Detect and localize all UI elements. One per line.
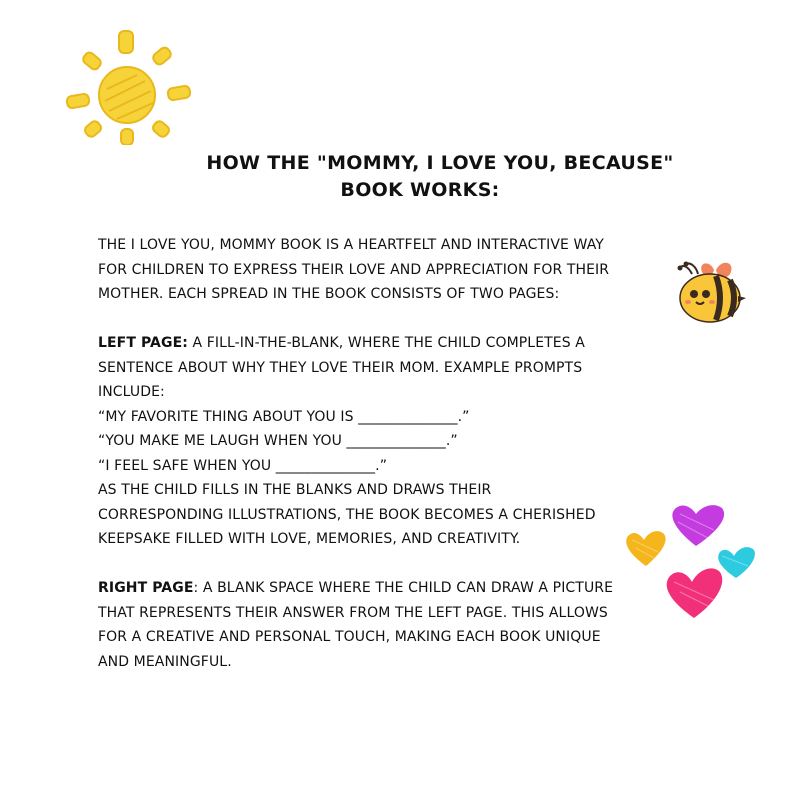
right-page-line: THAT REPRESENTS THEIR ANSWER FROM THE LEFT PAGE. THIS ALLOWS <box>98 604 608 621</box>
right-page-label: RIGHT PAGE <box>98 580 194 596</box>
right-page-line: : A BLANK SPACE WHERE THE CHILD CAN DRAW A PICTURE <box>193 580 614 596</box>
right-page-line: FOR A CREATIVE AND PERSONAL TOUCH, MAKING EACH BOOK UNIQUE <box>98 629 601 645</box>
title-line-1: HOW THE "MOMMY, I LOVE YOU, BECAUSE" <box>206 152 674 174</box>
right-page-first-line <box>98 576 698 601</box>
left-page-line: CORRESPONDING ILLUSTRATIONS, THE BOOK BECOMES A CHERISHED <box>98 506 596 523</box>
left-page-line: AS THE CHILD FILLS IN THE BLANKS AND DRAWS THEIR <box>98 482 492 498</box>
page-title <box>150 150 730 204</box>
title-line-2: BOOK WORKS: <box>340 179 500 201</box>
left-page-line: KEEPSAKE FILLED WITH LOVE, MEMORIES, AND CREATIVITY. <box>98 531 521 547</box>
right-page-line: AND MEANINGFUL. <box>98 653 232 670</box>
intro-line: MOTHER. EACH SPREAD IN THE BOOK CONSISTS OF TWO PAGES: <box>98 286 560 302</box>
prompt-line: “YOU MAKE ME LAUGH WHEN YOU ______________.” <box>98 433 458 449</box>
intro-line: FOR CHILDREN TO EXPRESS THEIR LOVE AND APPRECIATION FOR THEIR <box>98 261 610 278</box>
sun-icon <box>55 15 205 145</box>
left-page-line: INCLUDE: <box>98 384 165 400</box>
left-page-line: A FILL-IN-THE-BLANK, WHERE THE CHILD COMPLETES A <box>187 335 585 351</box>
prompt-line: “MY FAVORITE THING ABOUT YOU IS ______________.” <box>98 408 470 425</box>
left-page-line: SENTENCE ABOUT WHY THEY LOVE THEIR MOM. EXAMPLE PROMPTS <box>98 359 583 376</box>
left-page-first-line <box>98 331 698 356</box>
left-page-label: LEFT PAGE: <box>98 335 188 351</box>
intro-line: THE I LOVE YOU, MOMMY BOOK IS A HEARTFELT AND INTERACTIVE WAY <box>98 237 604 253</box>
hearts-icon <box>618 500 768 630</box>
prompt-line: “I FEEL SAFE WHEN YOU ______________.” <box>98 457 388 474</box>
body-text <box>98 233 698 674</box>
